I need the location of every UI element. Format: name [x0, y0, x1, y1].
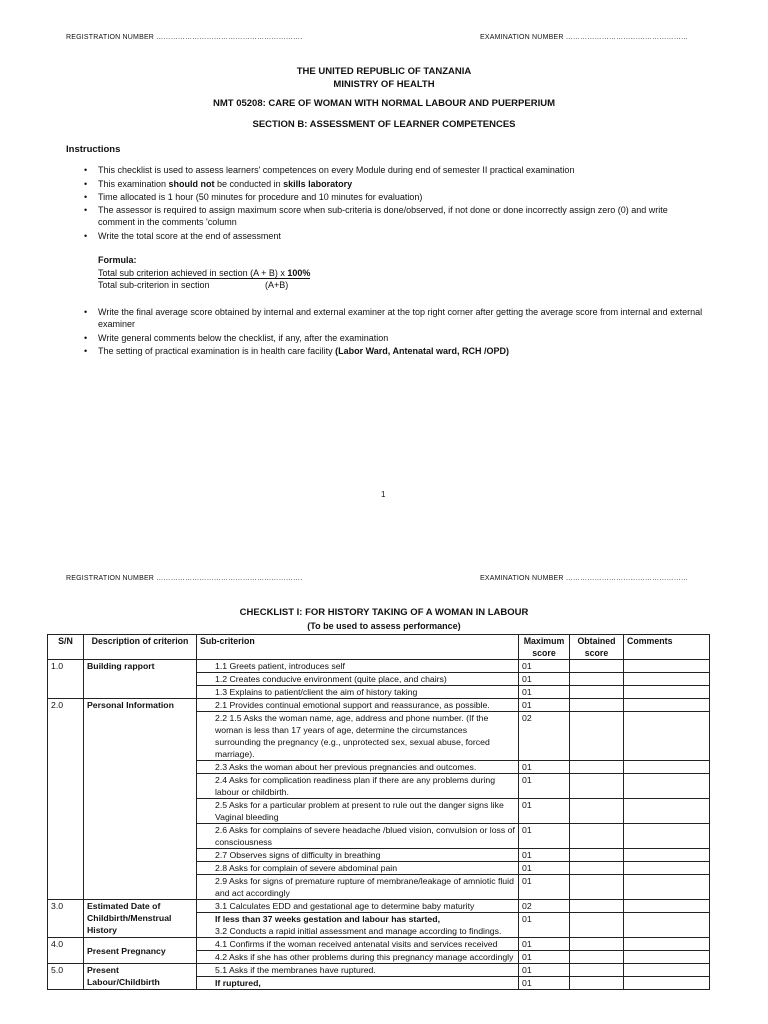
- cell-obtained-score[interactable]: [570, 862, 624, 875]
- instruction-text: This examination should not be conducted in skills laboratory: [98, 179, 353, 189]
- registration-number-label: REGISTRATION NUMBER …………………………………………………….: [66, 575, 303, 582]
- formula-title: Formula:: [98, 255, 137, 265]
- col-obtained-score: Obtained score: [570, 635, 624, 660]
- cell-sub-criterion: If ruptured,: [197, 977, 519, 990]
- instruction-item: • The assessor is required to assign maximum score when sub-criteria is done/observed, if not done or done incorrectly assign zero (0) and write comment in the comments 'column: [84, 205, 668, 227]
- cell-comments[interactable]: [624, 951, 710, 964]
- cell-sub-criterion: 2.4 Asks for complication readiness plan if there are any problems during labour or childbirth.: [197, 774, 519, 799]
- cell-obtained-score[interactable]: [570, 660, 624, 673]
- cell-comments[interactable]: [624, 673, 710, 686]
- cell-comments[interactable]: [624, 964, 710, 977]
- table-row: [48, 964, 710, 977]
- instruction-item: [84, 178, 706, 190]
- cell-max-score: 01: [519, 875, 570, 900]
- cell-obtained-score[interactable]: [570, 913, 624, 938]
- cell-sn: 3.0: [48, 900, 84, 938]
- cell-sub-criterion: 2.7 Observes signs of difficulty in breathing: [197, 849, 519, 862]
- cell-sub-criterion: 2.1 Provides continual emotional support and reassurance, as possible.: [197, 699, 519, 712]
- cell-obtained-score[interactable]: [570, 951, 624, 964]
- cell-criterion: Present Labour/Childbirth: [84, 964, 197, 990]
- instruction-item: • Write the final average score obtained by internal and external examiner at the top right corner after getting the average score from internal and external examiner: [84, 307, 703, 329]
- instructions-title: Instructions: [66, 144, 121, 155]
- table-row: [48, 660, 710, 673]
- cell-obtained-score[interactable]: [570, 875, 624, 900]
- cell-comments[interactable]: [624, 913, 710, 938]
- table-row: [48, 900, 710, 913]
- cell-max-score: 01: [519, 824, 570, 849]
- cell-max-score: 01: [519, 699, 570, 712]
- cell-sub-criterion: 2.8 Asks for complain of severe abdominal pain: [197, 862, 519, 875]
- instruction-item: • This checklist is used to assess learners' competences on every Module during end of semester II practical examination: [84, 165, 575, 175]
- cell-comments[interactable]: [624, 660, 710, 673]
- cell-max-score: 02: [519, 712, 570, 761]
- col-sub-criterion: Sub-criterion: [197, 635, 519, 660]
- cell-sn: 2.0: [48, 699, 84, 900]
- examination-number-label: EXAMINATION NUMBER ……………………………………………: [480, 34, 689, 41]
- instruction-item: • Write general comments below the checklist, if any, after the examination: [84, 333, 389, 343]
- cell-sub-criterion: 5.1 Asks if the membranes have ruptured.: [197, 964, 519, 977]
- cell-comments[interactable]: [624, 938, 710, 951]
- cell-comments[interactable]: [624, 712, 710, 761]
- cell-max-score: 01: [519, 951, 570, 964]
- cell-max-score: 01: [519, 774, 570, 799]
- bullet-icon: •: [84, 179, 88, 189]
- cell-max-score: 01: [519, 799, 570, 824]
- cell-sub-criterion: 1.2 Creates conducive environment (quite place, and chairs): [197, 673, 519, 686]
- cell-max-score: 01: [519, 964, 570, 977]
- cell-sub-criterion: 2.6 Asks for complains of severe headache /blued vision, convulsion or loss of consciousness: [197, 824, 519, 849]
- cell-sub-criterion: If less than 37 weeks gestation and labour has started,: [197, 913, 519, 926]
- cell-obtained-score[interactable]: [570, 712, 624, 761]
- cell-obtained-score[interactable]: [570, 849, 624, 862]
- cell-max-score: 01: [519, 686, 570, 699]
- section-title: SECTION B: ASSESSMENT OF LEARNER COMPETENCES: [252, 119, 516, 130]
- col-description: Description of criterion: [84, 635, 197, 660]
- bullet-icon: •: [84, 307, 88, 317]
- bullet-icon: •: [84, 346, 88, 356]
- checklist-table: [47, 634, 710, 990]
- cell-sn: 1.0: [48, 660, 84, 699]
- cell-obtained-score[interactable]: [570, 824, 624, 849]
- cell-obtained-score[interactable]: [570, 761, 624, 774]
- cell-obtained-score[interactable]: [570, 799, 624, 824]
- formula-numerator: Total sub criterion achieved in section (A + B) x 100%: [98, 268, 311, 278]
- bullet-icon: •: [84, 333, 88, 343]
- cell-max-score: 01: [519, 862, 570, 875]
- table-row: [48, 938, 710, 951]
- cell-obtained-score[interactable]: [570, 686, 624, 699]
- cell-obtained-score[interactable]: [570, 774, 624, 799]
- cell-max-score: 01: [519, 849, 570, 862]
- cell-comments[interactable]: [624, 862, 710, 875]
- bullet-icon: •: [84, 231, 88, 241]
- cell-obtained-score[interactable]: [570, 699, 624, 712]
- cell-sub-criterion: 3.1 Calculates EDD and gestational age to determine baby maturity: [197, 900, 519, 913]
- cell-criterion: Building rapport: [84, 660, 197, 699]
- cell-criterion: Present Pregnancy: [84, 938, 197, 964]
- cell-sn: 4.0: [48, 938, 84, 964]
- cell-criterion: Estimated Date of Childbirth/Menstrual History: [84, 900, 197, 938]
- cell-comments[interactable]: [624, 774, 710, 799]
- cell-comments[interactable]: [624, 799, 710, 824]
- cell-max-score: 01: [519, 660, 570, 673]
- cell-max-score: 01: [519, 761, 570, 774]
- checklist-subtitle: (To be used to assess performance): [307, 621, 461, 631]
- cell-sub-criterion: 2.5 Asks for a particular problem at present to rule out the danger signs like Vaginal bleeding: [197, 799, 519, 824]
- cell-sub-criterion: 4.1 Confirms if the woman received antenatal visits and services received: [197, 938, 519, 951]
- table-header-row: [48, 635, 710, 660]
- examination-number-label: EXAMINATION NUMBER ……………………………………………: [480, 575, 689, 582]
- cell-sub-criterion: 3.2 Conducts a rapid initial assessment and manage according to findings.: [197, 925, 519, 938]
- cell-comments[interactable]: [624, 824, 710, 849]
- cell-obtained-score[interactable]: [570, 977, 624, 990]
- cell-sub-criterion: 4.2 Asks if she has other problems during this pregnancy manage accordingly: [197, 951, 519, 964]
- cell-comments[interactable]: [624, 875, 710, 900]
- cell-comments[interactable]: [624, 761, 710, 774]
- cell-max-score: 02: [519, 900, 570, 913]
- bullet-icon: •: [84, 192, 88, 202]
- cell-sub-criterion: 2.3 Asks the woman about her previous pregnancies and outcomes.: [197, 761, 519, 774]
- cell-sub-criterion: 1.1 Greets patient, introduces self: [197, 660, 519, 673]
- republic-title: THE UNITED REPUBLIC OF TANZANIA: [296, 66, 472, 77]
- cell-sub-criterion: 2.9 Asks for signs of premature rupture of membrane/leakage of amniotic fluid and act accordingly: [197, 875, 519, 900]
- cell-sub-criterion: 2.2 1.5 Asks the woman name, age, address and phone number. (If the woman is less than 17 years of age, determine the circumstances surrounding the pregnancy (e.g., unprotected sex, sexual abuse, forced marriage).: [197, 712, 519, 761]
- cell-max-score: 01: [519, 977, 570, 990]
- cell-sn: 5.0: [48, 964, 84, 990]
- cell-max-score: 01: [519, 913, 570, 938]
- cell-obtained-score[interactable]: [570, 938, 624, 951]
- cell-obtained-score[interactable]: [570, 673, 624, 686]
- cell-comments[interactable]: [624, 849, 710, 862]
- table-row: [48, 699, 710, 712]
- cell-comments[interactable]: [624, 977, 710, 990]
- instruction-item: [84, 345, 706, 357]
- col-comments: Comments: [624, 635, 710, 660]
- col-sn: S/N: [48, 635, 84, 660]
- cell-comments[interactable]: [624, 686, 710, 699]
- cell-obtained-score[interactable]: [570, 964, 624, 977]
- page-number: 1: [381, 490, 386, 499]
- ministry-title: MINISTRY OF HEALTH: [333, 79, 435, 90]
- instruction-item: • Time allocated is 1 hour (50 minutes for procedure and 10 minutes for evaluation): [84, 192, 423, 202]
- cell-obtained-score[interactable]: [570, 900, 624, 913]
- cell-comments[interactable]: [624, 900, 710, 913]
- cell-max-score: 01: [519, 938, 570, 951]
- course-title: NMT 05208: CARE OF WOMAN WITH NORMAL LABOUR AND PUERPERIUM: [212, 98, 555, 109]
- formula-denominator: Total sub-criterion in section: [98, 280, 210, 290]
- registration-number-label: REGISTRATION NUMBER …………………………………………………….: [66, 34, 303, 41]
- cell-comments[interactable]: [624, 699, 710, 712]
- cell-max-score: 01: [519, 673, 570, 686]
- bullet-icon: •: [84, 205, 88, 215]
- cell-criterion: Personal Information: [84, 699, 197, 900]
- instruction-item: • Write the total score at the end of assessment: [84, 231, 281, 241]
- formula-denominator-value: (A+B): [265, 280, 289, 290]
- bullet-icon: •: [84, 165, 88, 175]
- checklist-title: CHECKLIST I: FOR HISTORY TAKING OF A WOMAN IN LABOUR: [239, 607, 529, 618]
- cell-sub-criterion: 1.3 Explains to patient/client the aim of history taking: [197, 686, 519, 699]
- instruction-text: The setting of practical examination is in health care facility (Labor Ward, Antenatal ward, RCH /OPD): [98, 346, 509, 356]
- col-maximum-score: Maximum score: [519, 635, 570, 660]
